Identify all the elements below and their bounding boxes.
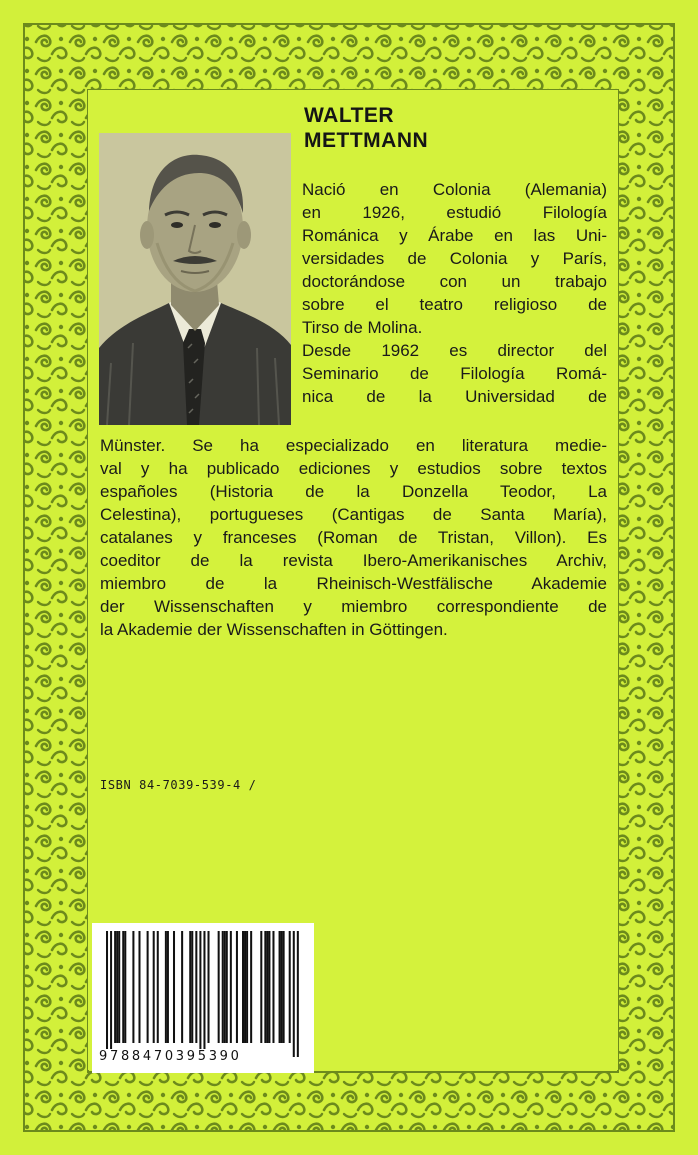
barcode-bar	[114, 931, 116, 1043]
barcode-bar	[289, 931, 291, 1043]
barcode-bar	[297, 931, 299, 1057]
bio-line: españoles (Historia de la Donzella Teodor, La	[100, 482, 607, 501]
barcode-bar	[208, 931, 210, 1043]
barcode-bar	[246, 931, 248, 1043]
bio-beside-photo	[302, 178, 607, 408]
barcode-bar	[138, 931, 140, 1043]
barcode-bar	[281, 931, 283, 1043]
bio-line: sobre el teatro religioso de	[302, 295, 607, 314]
bio-line: coeditor de la revista Ibero-Amerikanisches Archiv,	[100, 551, 607, 570]
barcode-bar	[132, 931, 134, 1043]
barcode-bar	[153, 931, 155, 1043]
bio-line: der Wissenschaften y miembro correspondiente de	[100, 597, 607, 616]
bio-line: Münster. Se ha especializado en literatura medie-	[100, 436, 607, 455]
barcode-bar	[157, 931, 159, 1043]
barcode-bar	[293, 931, 295, 1057]
barcode-bar	[224, 931, 226, 1043]
author-first-name: WALTER	[304, 104, 395, 127]
barcode-bar	[195, 931, 197, 1043]
bio-line: catalanes y franceses (Roman de Tristan, Villon). Es	[100, 528, 607, 547]
barcode-bar	[165, 931, 167, 1043]
author-name	[304, 103, 604, 153]
bio-line: Celestina), portugueses (Cantigas de Santa María),	[100, 505, 607, 524]
barcode-bar	[230, 931, 232, 1043]
author-last-name: METTMANN	[304, 129, 429, 152]
barcode-bar	[283, 931, 285, 1043]
bio-line: Seminario de Filología Romá-	[302, 364, 607, 383]
bio-line: la Akademie der Wissenschaften in Göttingen.	[100, 620, 448, 639]
barcode-digits: 9788470395390	[99, 1049, 242, 1064]
barcode-bar	[189, 931, 191, 1043]
portrait-icon	[99, 133, 291, 425]
barcode-bar	[250, 931, 252, 1043]
bio-line: Románica y Árabe en las Uni-	[302, 226, 607, 245]
barcode-bar	[266, 931, 268, 1043]
barcode-bar	[118, 931, 120, 1043]
barcode-bar	[260, 931, 262, 1043]
barcode-bar	[236, 931, 238, 1043]
barcode-bar	[147, 931, 149, 1043]
bio-line: val y ha publicado ediciones y estudios sobre textos	[100, 459, 607, 478]
barcode-bar	[106, 931, 108, 1057]
author-portrait	[99, 133, 291, 425]
barcode-bar	[173, 931, 175, 1043]
barcode-bar	[279, 931, 281, 1043]
barcode-bar	[110, 931, 112, 1057]
barcode-bar	[116, 931, 118, 1043]
bio-line: versidades de Colonia y París,	[302, 249, 607, 268]
bio-line: Desde 1962 es director del	[302, 341, 607, 360]
barcode-bar	[264, 931, 266, 1043]
bio-line: Nació en Colonia (Alemania)	[302, 180, 607, 199]
barcode-bar	[218, 931, 220, 1043]
bio-line: en 1926, estudió Filología	[302, 203, 607, 222]
isbn-text: ISBN 84-7039-539-4 /	[100, 778, 257, 792]
barcode-bar	[122, 931, 124, 1043]
bio-full-width	[100, 434, 607, 641]
barcode-bar	[124, 931, 126, 1043]
barcode-bar	[191, 931, 193, 1043]
barcode-bar	[242, 931, 244, 1043]
bio-line: miembro de la Rheinisch-Westfälische Akademie	[100, 574, 607, 593]
barcode-bar	[222, 931, 224, 1043]
barcode-bar	[203, 931, 205, 1057]
barcode-bar	[199, 931, 201, 1057]
barcode-bar	[244, 931, 246, 1043]
barcode-bar	[167, 931, 169, 1043]
barcode-bar	[272, 931, 274, 1043]
bio-line: Tirso de Molina.	[302, 318, 423, 337]
bio-line: doctorándose con un trabajo	[302, 272, 607, 291]
barcode-bar	[226, 931, 228, 1043]
barcode-bar	[181, 931, 183, 1043]
bio-line: nica de la Universidad de	[302, 387, 607, 406]
barcode-bar	[268, 931, 270, 1043]
